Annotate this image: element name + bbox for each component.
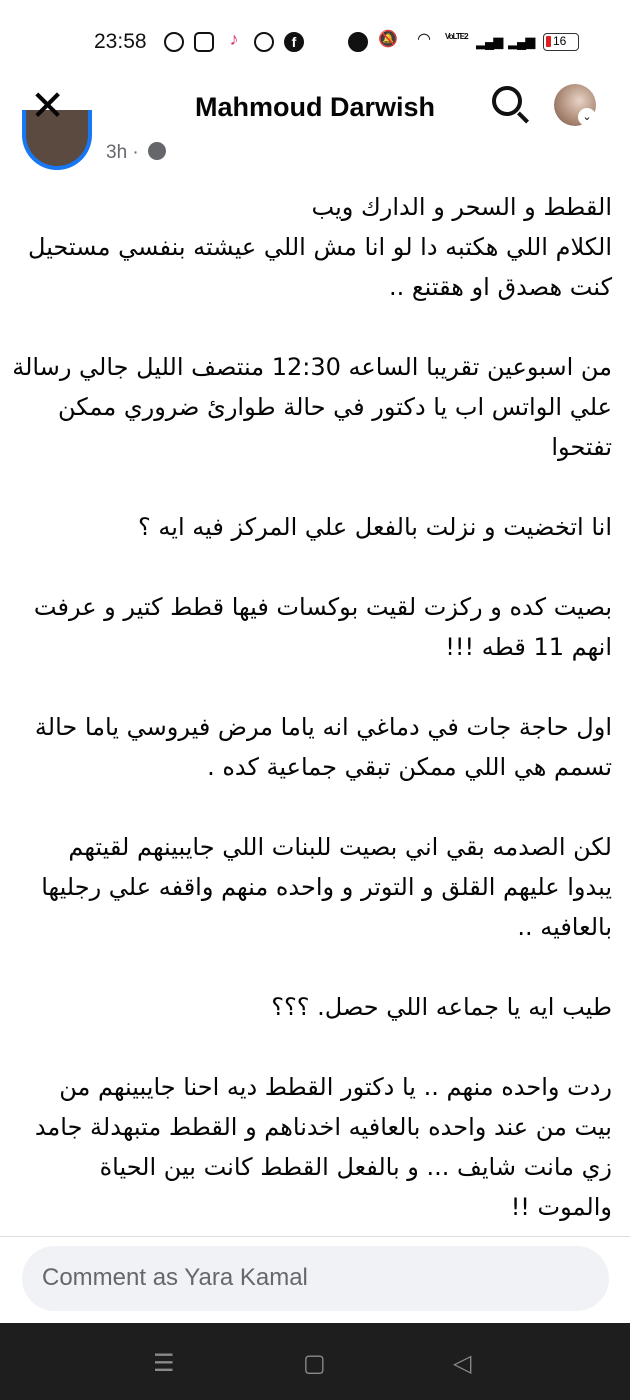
post-time[interactable]: 3h [106, 142, 128, 163]
page-title: Mahmoud Darwish [194, 92, 436, 122]
comment-placeholder: Comment as Yara Kamal [42, 1264, 308, 1291]
text-line: تفتحوا [551, 433, 612, 461]
text-line: انهم 11 قطه !!! [445, 633, 612, 661]
post-paragraph [12, 347, 612, 467]
text-line: من اسبوعين تقريبا الساعه 12:30 منتصف الليل جالي رسالة [12, 353, 612, 381]
text-line: انا اتخضيت و نزلت بالفعل علي المركز فيه ايه ؟ [138, 513, 612, 541]
mute-icon: 🔕 [378, 31, 398, 48]
close-icon[interactable]: ✕ [30, 82, 66, 129]
text-line: طيب ايه يا جماعه اللي حصل. ؟؟؟ [271, 993, 612, 1021]
text-line: علي الواتس اب يا دكتور في حالة طوارئ ضروري ممكن [57, 393, 612, 421]
post-paragraph [12, 507, 612, 547]
text-line: لكن الصدمه بقي اني بصيت للبنات اللي جايبينهم لقيتهم [68, 833, 612, 861]
system-nav-bar [0, 1323, 630, 1400]
meta-separator: · [132, 142, 139, 163]
battery-icon: 16 [543, 33, 579, 51]
post-paragraph [12, 707, 612, 787]
volte-icon: VoLTE2 [445, 32, 468, 41]
whatsapp-icon [164, 32, 184, 52]
text-line: القطط و السحر و الدارك ويب [311, 193, 612, 221]
alarm-icon [348, 32, 368, 52]
facebook-icon: f [284, 32, 304, 52]
text-line: ردت واحده منهم .. يا دكتور القطط ديه احنا جايبينهم من [59, 1073, 612, 1101]
text-line: زي مانت شايف ... و بالفعل القطط كانت بين الحياة [99, 1153, 612, 1181]
signal-1-icon: ▂▄▆ [476, 34, 503, 49]
text-line: تسمم هي اللي ممكن تبقي جماعية كده . [207, 753, 612, 781]
post-paragraph [12, 827, 612, 947]
menu-icon[interactable]: ☰ [153, 1350, 175, 1377]
status-bar [0, 28, 630, 58]
back-icon[interactable]: ◁ [453, 1350, 472, 1377]
text-line: الكلام اللي هكتبه دا لو انا مش اللي عيشته بنفسي مستحيل [28, 233, 612, 261]
search-icon[interactable] [492, 86, 522, 116]
text-line: بالعافيه .. [517, 913, 612, 941]
post-meta [106, 142, 166, 164]
text-line: بيت من عند واحده بالعافيه اخدناهم و القطط متبهدلة جامد [34, 1113, 612, 1141]
text-line: بصيت كده و ركزت لقيت بوكسات فيها قطط كتير و عرفت [33, 593, 612, 621]
top-bar [0, 80, 630, 134]
text-line: كنت هصدق او هقتنع .. [388, 273, 612, 301]
clock: 23:58 [94, 30, 147, 53]
text-line: يبدوا عليهم القلق و التوتر و واحده منهم واقفه علي رجليها [41, 873, 612, 901]
text-line: والموت !! [510, 1193, 612, 1221]
post-text [12, 187, 612, 1267]
home-icon[interactable]: ▢ [303, 1350, 326, 1377]
download-icon [254, 32, 274, 52]
text-line: اول حاجة جات في دماغي انه ياما مرض فيروسي ياما حالة [34, 713, 612, 741]
comment-input[interactable] [22, 1246, 609, 1311]
wifi-icon: ◠ [417, 31, 431, 48]
chevron-down-icon[interactable]: ⌄ [578, 108, 596, 126]
globe-icon [148, 142, 166, 160]
post-paragraph [12, 587, 612, 667]
tiktok-icon: ♪ [229, 29, 239, 49]
post-paragraph [12, 187, 612, 307]
divider [0, 1236, 630, 1237]
post-paragraph [12, 1067, 612, 1227]
instagram-icon [194, 32, 214, 52]
post-paragraph [12, 987, 612, 1027]
signal-2-icon: ▂▄▆ [508, 34, 535, 49]
